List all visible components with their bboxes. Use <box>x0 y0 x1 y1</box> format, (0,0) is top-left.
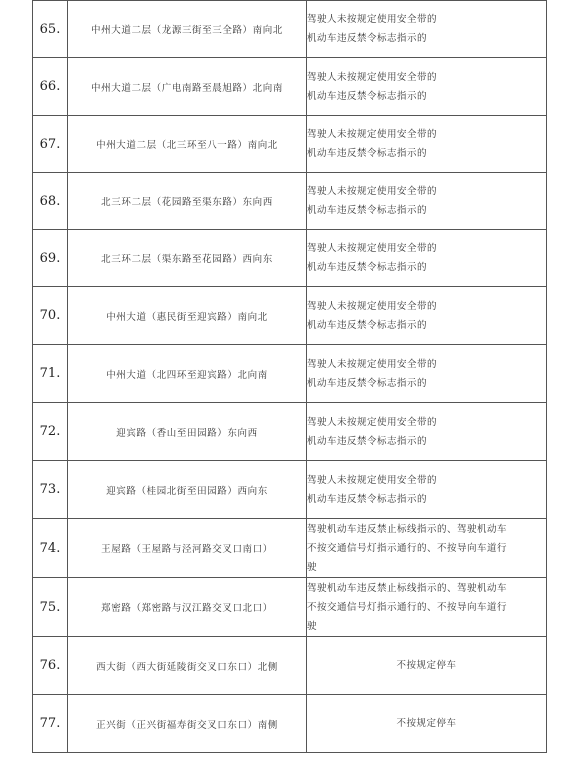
location-cell: 西大街（西大街延陵街交叉口东口）北侧 <box>68 637 307 695</box>
violation-cell <box>307 578 547 637</box>
table-row <box>33 519 547 578</box>
violation-location-table <box>32 0 547 753</box>
violation-cell <box>307 173 547 230</box>
violation-line: 驾驶人未按规定使用安全带的 <box>307 474 438 486</box>
table-row <box>33 637 547 695</box>
row-number: 74. <box>33 519 68 578</box>
row-number: 65. <box>33 1 68 58</box>
table-row <box>33 403 547 461</box>
violation-line: 驾驶机动车违反禁止标线指示的、驾驶机动车 <box>307 582 508 594</box>
table-row <box>33 461 547 519</box>
violation-line: 机动车违反禁令标志指示的 <box>307 148 428 159</box>
violation-line: 驾驶人未按规定使用安全带的 <box>307 300 438 312</box>
violation-line: 驶 <box>307 561 318 573</box>
row-number: 66. <box>33 58 68 116</box>
violation-line: 不按规定停车 <box>396 718 457 729</box>
location-cell: 中州大道（北四环至迎宾路）北向南 <box>68 345 307 403</box>
table-row <box>33 173 547 230</box>
table-row <box>33 1 547 58</box>
row-number: 68. <box>33 173 68 230</box>
violation-line: 机动车违反禁令标志指示的 <box>307 319 428 331</box>
violation-cell <box>307 695 547 753</box>
row-number: 72. <box>33 403 68 461</box>
table-row <box>33 230 547 287</box>
violation-cell <box>307 461 547 519</box>
violation-line: 驾驶机动车违反禁止标线指示的、驾驶机动车 <box>307 523 508 535</box>
violation-cell <box>307 58 547 116</box>
row-number: 76. <box>33 637 68 695</box>
violation-line: 驾驶人未按规定使用安全带的 <box>307 186 438 197</box>
row-number: 71. <box>33 345 68 403</box>
violation-line: 不按规定停车 <box>396 660 457 671</box>
location-cell: 迎宾路（桂园北街至田园路）西向东 <box>68 461 307 519</box>
table-row <box>33 345 547 403</box>
violation-line: 驾驶人未按规定使用安全带的 <box>307 71 438 83</box>
violation-line: 机动车违反禁令标志指示的 <box>307 435 428 447</box>
violation-cell <box>307 345 547 403</box>
violation-cell <box>307 230 547 287</box>
violation-line: 机动车违反禁令标志指示的 <box>307 377 428 389</box>
row-number: 77. <box>33 695 68 753</box>
table-row <box>33 578 547 637</box>
table-row <box>33 695 547 753</box>
location-cell: 郑密路（郑密路与汉江路交叉口北口） <box>68 578 307 637</box>
row-number: 75. <box>33 578 68 637</box>
violation-line: 驾驶人未按规定使用安全带的 <box>307 14 438 25</box>
location-cell: 中州大道二层（广电南路至晨旭路）北向南 <box>68 58 307 116</box>
violation-line: 机动车违反禁令标志指示的 <box>307 90 428 102</box>
location-cell: 正兴街（正兴街福寿街交叉口东口）南侧 <box>68 695 307 753</box>
violation-line: 驾驶人未按规定使用安全带的 <box>307 358 438 370</box>
violation-line: 驾驶人未按规定使用安全带的 <box>307 416 438 428</box>
location-cell: 中州大道二层（北三环至八一路）南向北 <box>68 116 307 173</box>
violation-cell <box>307 287 547 345</box>
location-cell: 迎宾路（香山至田园路）东向西 <box>68 403 307 461</box>
violation-cell <box>307 403 547 461</box>
violation-cell <box>307 1 547 58</box>
row-number: 70. <box>33 287 68 345</box>
violation-cell <box>307 637 547 695</box>
location-cell: 北三环二层（花园路至渠东路）东向西 <box>68 173 307 230</box>
row-number: 67. <box>33 116 68 173</box>
location-cell: 北三环二层（渠东路至花园路）西向东 <box>68 230 307 287</box>
violation-line: 驶 <box>307 620 318 632</box>
violation-cell <box>307 116 547 173</box>
table-row <box>33 287 547 345</box>
location-cell: 王屋路（王屋路与泾河路交叉口南口） <box>68 519 307 578</box>
row-number: 69. <box>33 230 68 287</box>
violation-line: 机动车违反禁令标志指示的 <box>307 262 428 273</box>
violation-line: 不按交通信号灯指示通行的、不按导向车道行 <box>307 542 508 554</box>
table-row <box>33 116 547 173</box>
location-cell: 中州大道二层（龙源三街至三全路）南向北 <box>68 1 307 58</box>
violation-line: 驾驶人未按规定使用安全带的 <box>307 129 438 140</box>
violation-line: 机动车违反禁令标志指示的 <box>307 493 428 505</box>
violation-line: 驾驶人未按规定使用安全带的 <box>307 243 438 254</box>
row-number: 73. <box>33 461 68 519</box>
violation-line: 不按交通信号灯指示通行的、不按导向车道行 <box>307 601 508 613</box>
violation-cell <box>307 519 547 578</box>
violation-line: 机动车违反禁令标志指示的 <box>307 205 428 216</box>
location-cell: 中州大道（惠民街至迎宾路）南向北 <box>68 287 307 345</box>
violation-line: 机动车违反禁令标志指示的 <box>307 33 428 44</box>
table-row <box>33 58 547 116</box>
